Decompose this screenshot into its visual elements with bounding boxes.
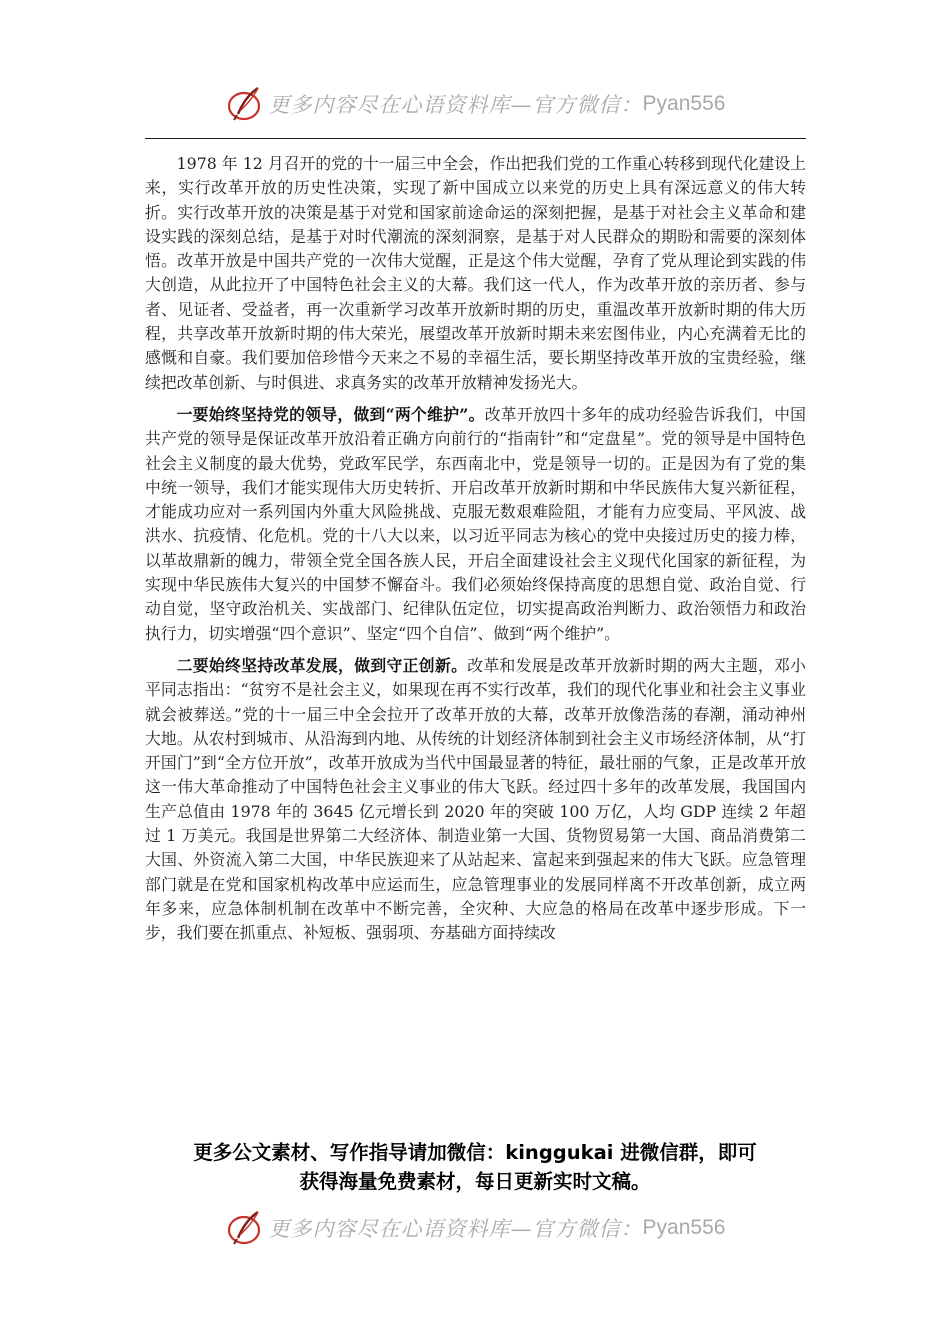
header-divider (145, 138, 806, 139)
paragraph-text: 改革开放四十多年的成功经验告诉我们，中国共产党的领导是保证改革开放沿着正确方向前行的“指南针”和“定盘星”。党的领导是中国特色社会主义制度的最大优势，党政军民学，东西南北中，党是领导一切的。正是因为有了党的集中统一领导，我们才能实现伟大历史转折、开启改革开放新时期和中华民族伟大复兴新征程，才能成功应对一系列国内外重大风险挑战、克服无数艰难险阻，才能有力应变局、平风波、战洪水、抗疫情、化危机。党的十八大以来，以习近平同志为核心的党中央接过历史的接力棒，以革故鼎新的魄力，带领全党全国各族人民，开启全面建设社会主义现代化国家的新征程，为实现中华民族伟大复兴的中国梦不懈奋斗。我们必须始终保持高度的思想自觉、政治自觉、行动自觉，坚守政治机关、实战部门、纪律队伍定位，切实提高政治判断力、政治领悟力和政治执行力，切实增强“四个意识”、坚定“四个自信”、做到“两个维护”。 (145, 404, 806, 643)
footer-banner (0, 1206, 950, 1250)
article-body (145, 152, 806, 954)
paragraph-intro (145, 152, 806, 395)
quill-logo-icon (225, 1208, 265, 1248)
paragraph-text: 改革和发展是改革开放新时期的两大主题，邓小平同志指出：“贫穷不是社会主义，如果现在再不实行改革，我们的现代化事业和社会主义事业就会被葬送。”党的十一届三中全会拉开了改革开放的大幕，改革开放像浩荡的春潮，涌动神州大地。从农村到城市、从沿海到内地、从传统的计划经济体制到社会主义市场经济体制，从“打开国门”到“全方位开放”，改革开放成为当代中国最显著的特征，最壮丽的气象，正是改革开放这一伟大革命推动了中国特色社会主义事业的伟大飞跃。经过四十多年的改革发展，我国国内生产总值由 1978 年的 3645 亿元增长到 2020 年的突破 100 万亿，人均 GDP 连续 2 年超过 1 万美元。我国是世界第二大经济体、制造业第一大国、货物贸易第一大国、商品消费第二大国、外资流入第二大国，中华民族迎来了从站起来、富起来到强起来的伟大飞跃。应急管理部门就是在党和国家机构改革中应运而生，应急管理事业的发展同样离不开改革创新，成立两年多来，应急体制机制在改革中不断完善，全灾种、大应急的格局在改革中逐步形成。下一步，我们要在抓重点、补短板、强弱项、夯基础方面持续改 (145, 655, 806, 943)
footer-site-text: 更多内容尽在心语资料库—官方微信： (268, 1217, 643, 1241)
promo-notice (120, 1138, 830, 1196)
quill-logo-icon (225, 84, 265, 124)
header-site-text: 更多内容尽在心语资料库—官方微信： (268, 93, 643, 117)
promo-line-2: 获得海量免费素材，每日更新实时文稿。 (299, 1170, 651, 1193)
paragraph-lead: 二要始终坚持改革发展，做到守正创新。 (176, 655, 468, 675)
paragraph-point-one (145, 403, 806, 646)
promo-line-1: 更多公文素材、写作指导请加微信：kinggukai 进微信群，即可 (193, 1141, 757, 1164)
footer-wechat-id: Pyan556 (642, 1216, 726, 1239)
paragraph-text: 1978 年 12 月召开的党的十一届三中全会，作出把我们党的工作重心转移到现代化建设上来，实行改革开放的历史性决策，实现了新中国成立以来党的历史上具有深远意义的伟大转折。实行改革开放的决策是基于对党和国家前途命运的深刻把握，是基于对社会主义革命和建设实践的深刻总结，是基于对时代潮流的深刻洞察，是基于对人民群众的期盼和需要的深刻体悟。改革开放是中国共产党的一次伟大觉醒，正是这个伟大觉醒，孕育了党从理论到实践的伟大创造，从此拉开了中国特色社会主义的大幕。我们这一代人，作为改革开放的亲历者、参与者、见证者、受益者，再一次重新学习改革开放新时期的历史，重温改革开放新时期的伟大历程，共享改革开放新时期的伟大荣光，展望改革开放新时期未来宏图伟业，内心充满着无比的感慨和自豪。我们要加倍珍惜今天来之不易的幸福生活，要长期坚持改革开放的宝贵经验，继续把改革创新、与时俱进、求真务实的改革开放精神发扬光大。 (145, 154, 806, 392)
paragraph-point-two (145, 654, 806, 946)
header-banner (0, 82, 950, 126)
header-wechat-id: Pyan556 (642, 92, 726, 115)
paragraph-lead: 一要始终坚持党的领导，做到“两个维护”。 (176, 404, 485, 424)
